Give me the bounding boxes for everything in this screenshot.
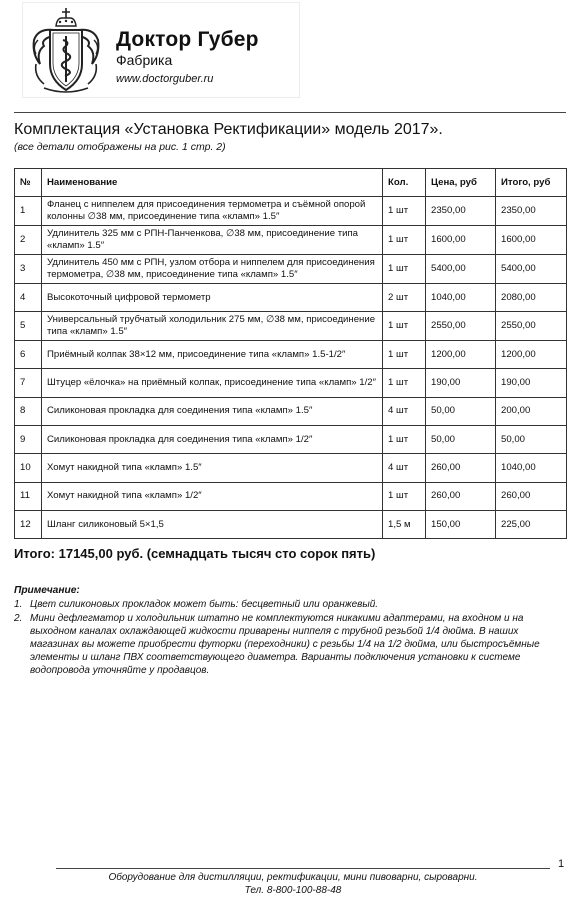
cell-number: 8	[15, 397, 42, 425]
table-row	[15, 283, 567, 311]
cell-price: 260,00	[426, 454, 496, 482]
cell-name: Шланг силиконовый 5×1,5	[42, 510, 383, 538]
document-subtitle: (все детали отображены на рис. 1 стр. 2)	[14, 141, 226, 153]
cell-name: Хомут накидной типа «кламп» 1/2″	[42, 482, 383, 510]
cell-name: Удлинитель 450 мм с РПН, узлом отбора и ниппелем для присоединения термометра, ∅38 мм, присоединение типа «кламп» 1.5″	[42, 254, 383, 283]
cell-name: Высокоточный цифровой термометр	[42, 283, 383, 311]
footer-services: Оборудование для дистилляции, ректификации, мини пивоварни, сыроварни.	[108, 872, 478, 883]
cell-total: 190,00	[496, 369, 567, 397]
grand-total: Итого: 17145,00 руб. (семнадцать тысяч сто сорок пять)	[14, 546, 376, 561]
note-item	[14, 598, 566, 611]
cell-qty: 1,5 м	[383, 510, 426, 538]
footer-divider	[56, 868, 550, 869]
cell-number: 11	[15, 482, 42, 510]
cell-total: 5400,00	[496, 254, 567, 283]
note-number: 2.	[14, 613, 23, 624]
cell-price: 1600,00	[426, 225, 496, 254]
column-header-total: Итого, руб	[496, 169, 567, 197]
page-number: 1	[558, 858, 565, 870]
document-title: Комплектация «Установка Ректификации» модель 2017».	[14, 121, 443, 138]
cell-number: 7	[15, 369, 42, 397]
cell-name: Хомут накидной типа «кламп» 1.5″	[42, 454, 383, 482]
header-divider	[14, 112, 566, 113]
cell-qty: 1 шт	[383, 426, 426, 454]
table-row	[15, 341, 567, 369]
table-row	[15, 510, 567, 538]
cell-number: 2	[15, 225, 42, 254]
table-header-row	[15, 169, 567, 197]
column-header-name: Наименование	[42, 169, 383, 197]
cell-name: Силиконовая прокладка для соединения типа «кламп» 1/2″	[42, 426, 383, 454]
cell-total: 200,00	[496, 397, 567, 425]
cell-price: 260,00	[426, 482, 496, 510]
cell-total: 2350,00	[496, 197, 567, 226]
cell-price: 150,00	[426, 510, 496, 538]
parts-table	[14, 168, 567, 539]
table-row	[15, 254, 567, 283]
cell-number: 3	[15, 254, 42, 283]
cell-total: 225,00	[496, 510, 567, 538]
cell-qty: 1 шт	[383, 312, 426, 341]
cell-number: 12	[15, 510, 42, 538]
cell-qty: 1 шт	[383, 254, 426, 283]
doctor-guber-logo-icon	[30, 6, 102, 96]
cell-number: 5	[15, 312, 42, 341]
cell-number: 6	[15, 341, 42, 369]
cell-name: Удлинитель 325 мм с РПН-Панченкова, ∅38 мм, присоединение типа «кламп» 1.5″	[42, 225, 383, 254]
cell-price: 50,00	[426, 426, 496, 454]
cell-total: 1600,00	[496, 225, 567, 254]
column-header-number: №	[15, 169, 42, 197]
cell-total: 2550,00	[496, 312, 567, 341]
table-row	[15, 225, 567, 254]
cell-price: 1040,00	[426, 283, 496, 311]
note-item	[14, 612, 566, 677]
column-header-price: Цена, руб	[426, 169, 496, 197]
note-text: Мини дефлегматор и холодильник штатно не комплектуются никакими адаптерами, на входном и на выходном каналах охлаждающей жидкости приварены ниппеля с трубной резьбой 1/4 дюйма. В наших магазинах вы можете приобрести футорки (переходники) с резьбы 1/4 на 1/2 дюйма, или быстросъёмные элементы и шланг ПВХ соответствующего диаметра. Варианты подключения установки к системе водопровода уточняйте у продавцов.	[30, 613, 540, 676]
cell-number: 9	[15, 426, 42, 454]
cell-price: 50,00	[426, 397, 496, 425]
notes-list	[14, 598, 566, 678]
cell-total: 1040,00	[496, 454, 567, 482]
cell-price: 5400,00	[426, 254, 496, 283]
table-row	[15, 312, 567, 341]
table-row	[15, 197, 567, 226]
table-row	[15, 397, 567, 425]
cell-qty: 4 шт	[383, 454, 426, 482]
brand-name: Доктор Губер	[116, 28, 259, 51]
cell-qty: 1 шт	[383, 369, 426, 397]
cell-name: Универсальный трубчатый холодильник 275 мм, ∅38 мм, присоединение типа «кламп» 1.5″	[42, 312, 383, 341]
cell-total: 2080,00	[496, 283, 567, 311]
cell-price: 1200,00	[426, 341, 496, 369]
cell-number: 4	[15, 283, 42, 311]
cell-qty: 1 шт	[383, 341, 426, 369]
table-row	[15, 482, 567, 510]
cell-qty: 2 шт	[383, 283, 426, 311]
cell-number: 10	[15, 454, 42, 482]
brand-url: www.doctorguber.ru	[116, 73, 214, 85]
note-text: Цвет силиконовых прокладок может быть: бесцветный или оранжевый.	[30, 599, 379, 610]
brand-subtitle: Фабрика	[116, 52, 173, 68]
cell-total: 1200,00	[496, 341, 567, 369]
footer-phone: Тел. 8-800-100-88-48	[244, 885, 342, 896]
table-row	[15, 454, 567, 482]
cell-number: 1	[15, 197, 42, 226]
cell-price: 2550,00	[426, 312, 496, 341]
cell-name: Штуцер «ёлочка» на приёмный колпак, присоединение типа «кламп» 1/2″	[42, 369, 383, 397]
cell-qty: 1 шт	[383, 482, 426, 510]
cell-qty: 1 шт	[383, 197, 426, 226]
cell-name: Фланец с ниппелем для присоединения термометра и съёмной опорой колонны ∅38 мм, присоединение типа «кламп» 1.5″	[42, 197, 383, 226]
cell-qty: 4 шт	[383, 397, 426, 425]
cell-total: 50,00	[496, 426, 567, 454]
column-header-qty: Кол.	[383, 169, 426, 197]
cell-price: 2350,00	[426, 197, 496, 226]
table-row	[15, 426, 567, 454]
cell-total: 260,00	[496, 482, 567, 510]
note-number: 1.	[14, 599, 23, 610]
cell-name: Приёмный колпак 38×12 мм, присоединение типа «кламп» 1.5-1/2″	[42, 341, 383, 369]
cell-price: 190,00	[426, 369, 496, 397]
notes-title: Примечание:	[14, 585, 80, 596]
table-row	[15, 369, 567, 397]
cell-name: Силиконовая прокладка для соединения типа «кламп» 1.5″	[42, 397, 383, 425]
cell-qty: 1 шт	[383, 225, 426, 254]
